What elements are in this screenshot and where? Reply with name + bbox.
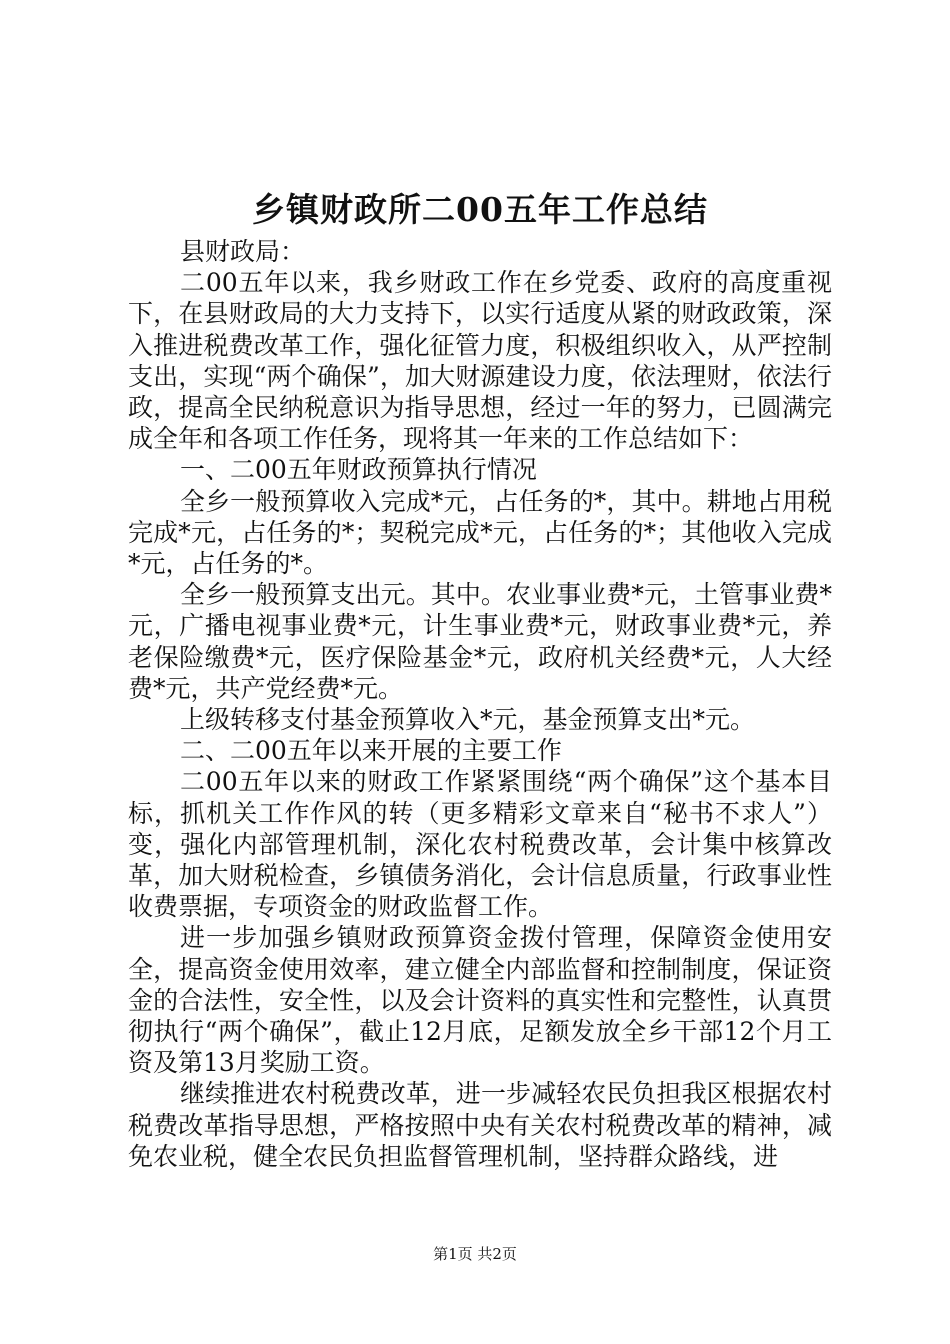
document-title: 乡镇财政所二00五年工作总结: [252, 190, 708, 229]
revenue-paragraph: 全乡一般预算收入完成*元，占任务的*，其中。耕地占用税完成*元，占任务的*；契税完成*元，占任务的*；其他收入完成*元，占任务的*。: [128, 486, 832, 579]
budget-management-paragraph: 进一步加强乡镇财政预算资金拨付管理，保障资金使用安全，提高资金使用效率，建立健全内部监督和控制制度，保证资金的合法性，安全性，以及会计资料的真实性和完整性，认真贯彻执行“两个确保”，截止12月底，足额发放全乡干部12个月工资及第13月奖励工资。: [128, 923, 832, 1078]
main-work-paragraph: 二00五年以来的财政工作紧紧围绕“两个确保”这个基本目标，抓机关工作作风的转（更多精彩文章来自“秘书不求人”）变，强化内部管理机制，深化农村税费改革，会计集中核算改革，加大财税检查，乡镇债务消化，会计信息质量，行政事业性收费票据，专项资金的财政监督工作。: [128, 767, 832, 922]
transfer-paragraph: 上级转移支付基金预算收入*元，基金预算支出*元。: [180, 705, 756, 735]
intro-paragraph: 二00五年以来，我乡财政工作在乡党委、政府的高度重视下，在县财政局的大力支持下，以实行适度从紧的财政政策，深入推进税费改革工作，强化征管力度，积极组织收入，从严控制支出，实现“两个确保”，加大财源建设力度，依法理财，依法行政，提高全民纳税意识为指导思想，经过一年的努力，已圆满完成全年和各项工作任务，现将其一年来的工作总结如下：: [128, 268, 832, 454]
expenditure-paragraph: 全乡一般预算支出元。其中。农业事业费*元，土管事业费*元，广播电视事业费*元，计生事业费*元，财政事业费*元，养老保险缴费*元，医疗保险基金*元，政府机关经费*元，人大经费*元，共产党经费*元。: [128, 580, 832, 703]
document-page: [128, 186, 832, 1172]
salutation: 县财政局：: [180, 237, 306, 266]
section-heading-1: 一、二00五年财政预算执行情况: [180, 455, 537, 485]
tax-reform-paragraph: 继续推进农村税费改革，进一步减轻农民负担我区根据农村税费改革指导思想，严格按照中央有关农村税费改革的精神，减免农业税，健全农民负担监督管理机制，坚持群众路线，进: [128, 1079, 832, 1171]
page-footer: 第1页 共2页: [433, 1245, 517, 1263]
section-heading-2: 二、二00五年以来开展的主要工作: [180, 736, 562, 766]
